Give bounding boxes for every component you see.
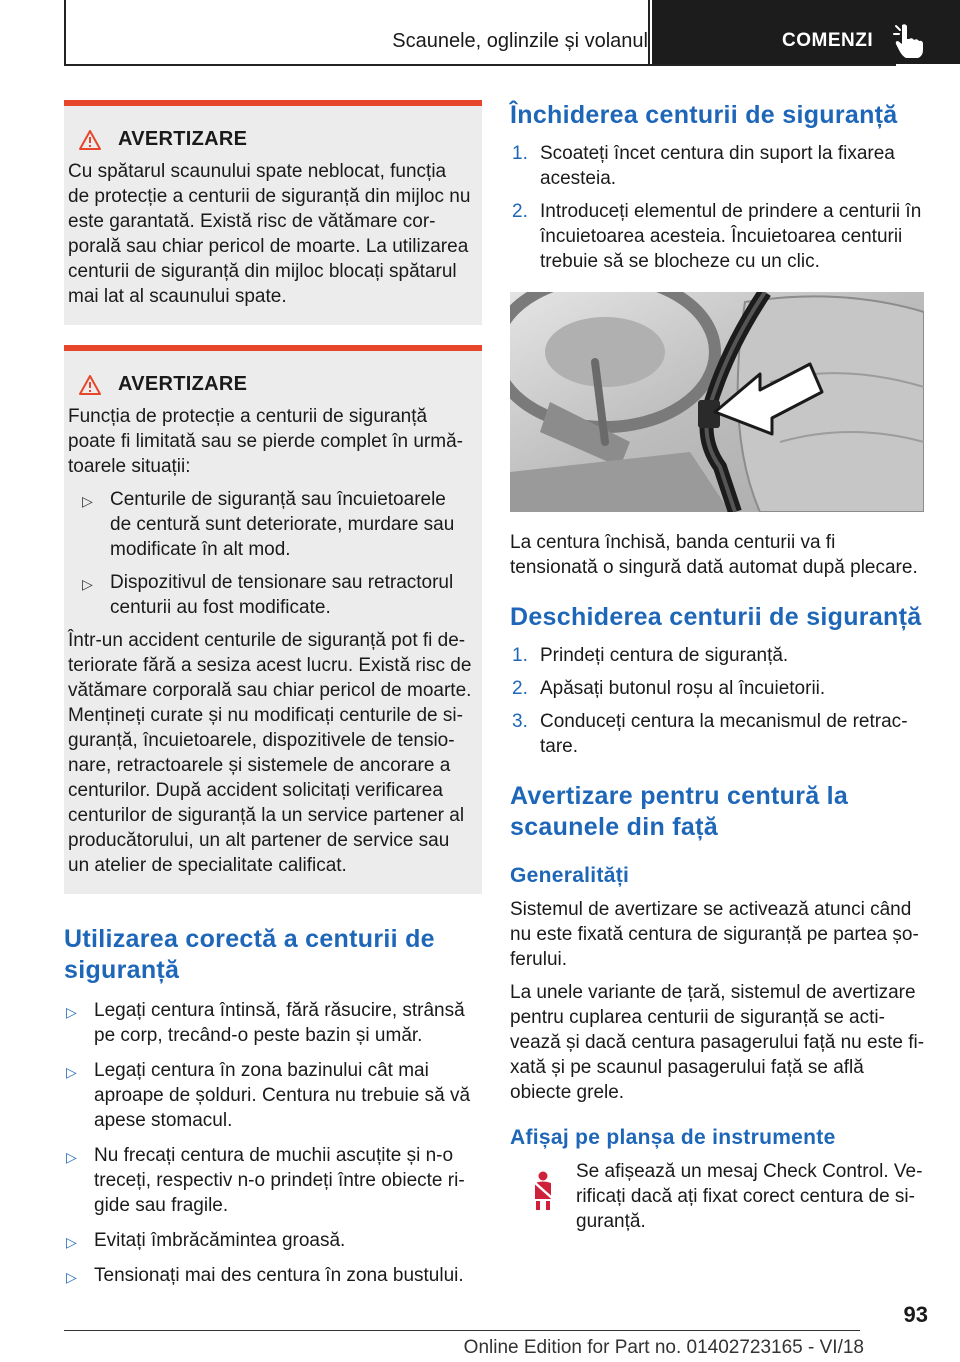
list-item: ▷ Legați centura întinsă, fără răsucire, strânsă pe corp, trecând-o peste bazin și umăr. [66, 1000, 465, 1046]
header-rule [64, 64, 896, 66]
list-item: 3. Conduceți centura la mecanismul de retractare. [512, 711, 908, 757]
warning-title [78, 373, 472, 396]
list-item: 1. Prindeți centura de siguranță. [512, 645, 789, 666]
warning-triangle-icon [78, 129, 102, 151]
list-item: ▷ Legați centura în zona bazinului cât mai aproape de șolduri. Centura nu trebuie să vă apese stomacul. [66, 1060, 471, 1131]
seatbelt-warning-icon-wrap [510, 1159, 576, 1234]
warning-box-backrest [64, 100, 482, 325]
list-item: ▷ Evitați îmbrăcămintea groasă. [64, 1228, 482, 1253]
list-item: 1. Scoateți încet centura din suport la fixarea acesteia. [512, 143, 895, 189]
triangle-bullet-icon: ▷ [66, 1004, 77, 1020]
warning-triangle-icon [78, 374, 102, 396]
triangle-bullet-icon: ▷ [66, 1234, 77, 1250]
list-item: ▷ Centurile de siguranță sau încuietoarele de centură sunt deteriorate, murdare sau modificate în alt mod. [82, 489, 455, 560]
warning-box-protection [64, 345, 482, 894]
display-message-text: Se afișează un mesaj Check Control. Verificați dacă ați fixat corect centura de siguranță. [576, 1161, 923, 1232]
triangle-bullet-icon: ▷ [66, 1064, 77, 1080]
triangle-bullet-icon: ▷ [66, 1149, 77, 1165]
section-correct-usage [64, 924, 482, 1288]
section-heading-closing: Închiderea centurii de siguranță [510, 101, 898, 129]
header-section-title: Scaunele, oglinzile și volanul [392, 30, 648, 52]
warning-text: Într-un accident centurile de siguranță pot fi deteriorate fără a sesiza acest lucru. Există risc de vătămare corporală sau chiar pericol de moarte. Mențineți curate și nu modificați centurile de siguranță, încuietoarele, dispozitivele de tensionare, retractoarele și sistemele de ancorare a centurilor. După accident solicitați verificarea centurilor de siguranță la un service partener al producătorului, un alt partener de service sau un atelier de specialitate calificat. [68, 630, 472, 876]
display-message-row [510, 1159, 928, 1234]
warning-list [68, 487, 472, 620]
seat-illustration [510, 292, 924, 512]
triangle-bullet-icon: ▷ [82, 576, 93, 592]
right-column [510, 100, 928, 1234]
header-chapter-label: COMENZI [782, 30, 874, 51]
warning-title-text: AVERTIZARE [118, 373, 248, 395]
footer-rule [64, 1330, 860, 1331]
usage-list [64, 998, 482, 1288]
subheading-general: Generalități [510, 864, 630, 887]
closing-steps [510, 141, 928, 274]
triangle-bullet-icon: ▷ [82, 493, 93, 509]
list-item: ▷ Nu frecați centura de muchii ascuțite și n-o treceți, respectiv n-o prindeți între obiecte rigide sau fragile. [66, 1145, 465, 1216]
subheading-display: Afișaj pe planșa de instrumente [510, 1126, 836, 1149]
warning-title [78, 128, 472, 151]
paragraph: La unele variante de țară, sistemul de avertizare pentru cuplarea centurii de siguranță se activează și dacă centura pasagerului față nu este fixată și pe scaunul pasagerului față se află obiecte grele. [510, 982, 925, 1103]
page-number: 93 [903, 1302, 928, 1327]
footer-edition: Online Edition for Part no. 01402723165 - VI/18 [463, 1337, 864, 1358]
left-column [64, 100, 482, 1298]
photo-caption: La centura închisă, banda centurii va fi tensionată o singură dată automat după plecare. [510, 532, 918, 578]
triangle-bullet-icon: ▷ [66, 1269, 77, 1285]
warning-text: Cu spătarul scaunului spate neblocat, funcția de protecție a centurii de siguranță din mijloc nu este garantată. Există risc de vătămare corporală sau chiar pericol de moarte. La utilizarea centurii de siguranță din mijloc blocați spătarul mai lat al scaunului spate. [68, 161, 471, 307]
warning-intro: Funcția de protecție a centurii de siguranță poate fi limitată sau se pierde complet în următoarele situații: [68, 406, 463, 477]
section-heading-opening: Deschiderea centurii de siguranță [510, 603, 922, 631]
opening-steps [510, 643, 928, 759]
warning-title-text: AVERTIZARE [118, 128, 248, 150]
seatbelt-warning-icon [528, 1171, 558, 1211]
list-item: 2. Apăsați butonul roșu al încuietorii. [512, 678, 826, 699]
list-item: ▷ Tensionați mai des centura în zona bustului. [64, 1263, 482, 1288]
list-item: ▷ Dispozitivul de tensionare sau retractorul centurii au fost modificate. [82, 572, 454, 618]
seatbelt-photo [510, 292, 924, 512]
section-heading: Utilizarea corectă a centurii de siguranță [64, 925, 435, 984]
paragraph: Sistemul de avertizare se activează atunci când nu este fixată centura de siguranță pe partea șoferului. [510, 899, 919, 970]
list-item: 2. Introduceți elementul de prindere a centurii în încuietoarea acesteia. Încuietoarea centurii trebuie să se blocheze cu un clic. [512, 201, 922, 272]
section-heading-front-warning: Avertizare pentru centură la scaunele din față [510, 782, 849, 841]
hand-pointer-icon [893, 22, 925, 58]
